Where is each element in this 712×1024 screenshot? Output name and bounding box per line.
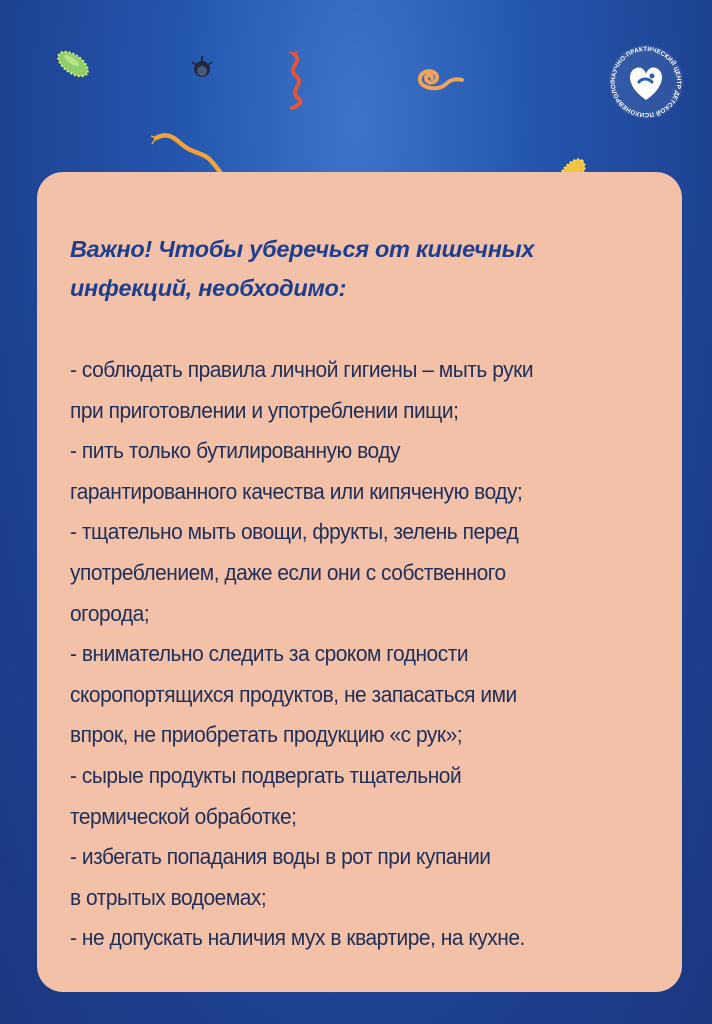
advice-line: - сырые продукты подвергать тщательной [70,762,462,788]
advice-line: - внимательно следить за сроком годности [70,641,469,667]
spiral-bacterium-icon [404,58,466,98]
advice-line: - тщательно мыть овощи, фрукты, зелень перед [70,519,519,545]
info-card [37,172,682,992]
logo-emblem-icon [606,42,686,122]
advice-line: - избегать попадания воды в рот при купании [70,844,491,870]
advice-line: огорода; [70,600,150,626]
advice-line: при приготовлении и употреблении пищи; [70,397,459,423]
advice-line: - не допускать наличия мух в квартире, на кухне. [70,925,525,951]
advice-line: - соблюдать правила личной гигиены – мыть руки [70,357,534,382]
advice-line: в отрытых водоемах; [70,884,267,910]
card-heading [70,230,650,308]
advice-line: употреблением, даже если они с собственного [70,559,506,585]
center-logo [606,42,686,122]
advice-line: - пить только бутилированную воду [70,438,401,464]
heading-line-2: инфекций, необходимо: [70,275,347,301]
advice-line: впрок, не приобретать продукцию «с рук»; [70,722,463,748]
red-spirochete-icon [280,50,314,112]
heading-line-1: Важно! Чтобы уберечься от кишечных [70,236,535,262]
advice-list [70,350,670,959]
dark-virus-icon [186,52,218,84]
advice-line: гарантированного качества или кипяченую воду; [70,478,523,504]
advice-line: термической обработке; [70,803,297,829]
advice-line: скоропортящихся продуктов, не запасаться ими [70,681,517,707]
logo-ring-text: НАУЧНО-ПРАКТИЧЕСКИЙ ЦЕНТР ДЕТСКОЙ ПСИХОНЕВРОЛОГ [609,45,683,119]
green-bacterium-icon [48,44,98,84]
